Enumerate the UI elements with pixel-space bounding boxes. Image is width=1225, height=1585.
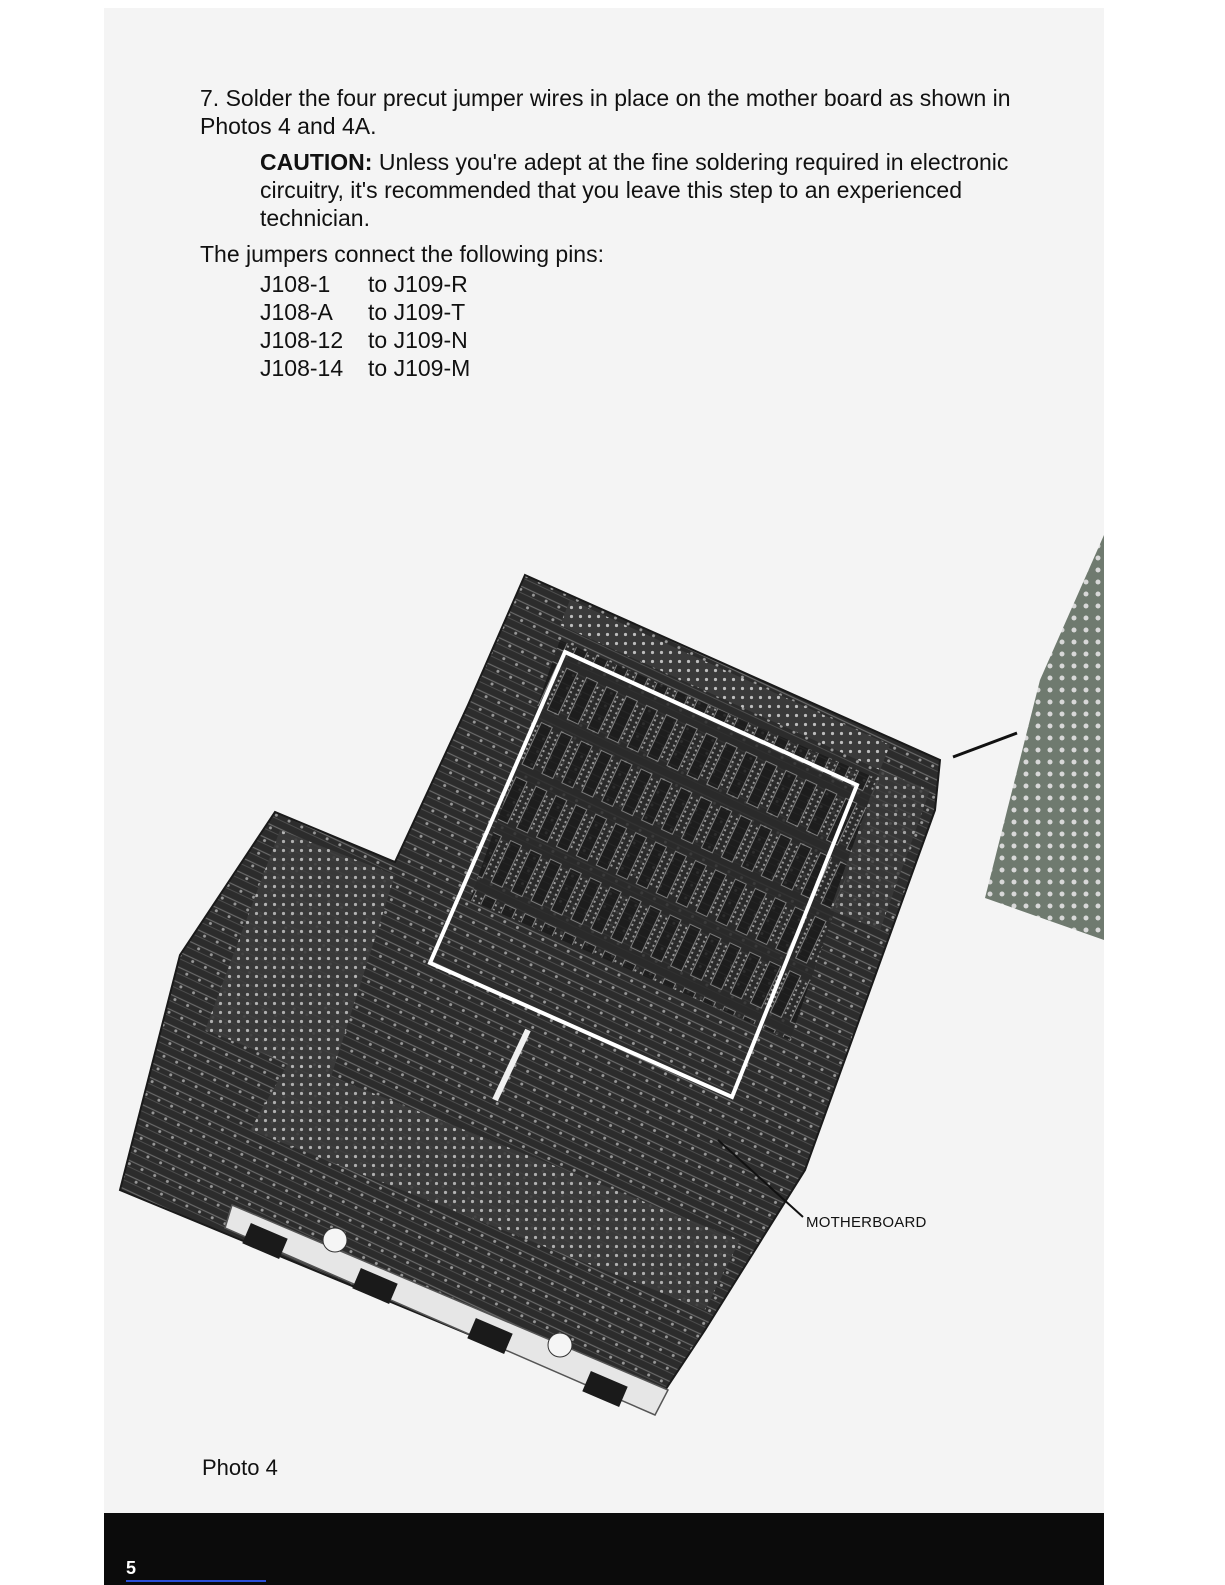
panel-knob (323, 1228, 347, 1252)
photo-caption: Photo 4 (202, 1455, 278, 1480)
jumper-to: to J109-R (368, 271, 468, 297)
jumper-from: J108-12 (260, 327, 344, 353)
jumper-to: to J109-T (368, 299, 466, 325)
jumper-to: to J109-M (368, 355, 471, 381)
page-number: 5 (126, 1558, 137, 1578)
caution-label: CAUTION: (260, 149, 373, 175)
inset-pointer-line (953, 733, 1017, 757)
jumper-from: J108-A (260, 299, 333, 325)
caution-text: Unless you're adept at the fine soldering required in electronic circuitry, it's recommended that you leave this step to an experienced technician. (260, 149, 1009, 231)
step-7-text: 7. Solder the four precut jumper wires in place on the mother board as shown in Photos 4 and 4A. (200, 85, 1011, 139)
jumper-from: J108-1 (260, 271, 331, 297)
page-link-underline[interactable] (126, 1580, 266, 1582)
footer-bar (104, 1513, 1104, 1585)
jumper-to: to J109-N (368, 327, 468, 353)
jumper-from: J108-14 (260, 355, 344, 381)
jumpers-intro: The jumpers connect the following pins: (200, 241, 604, 267)
motherboard-callout: MOTHERBOARD (806, 1214, 927, 1231)
panel-knob (548, 1333, 572, 1357)
